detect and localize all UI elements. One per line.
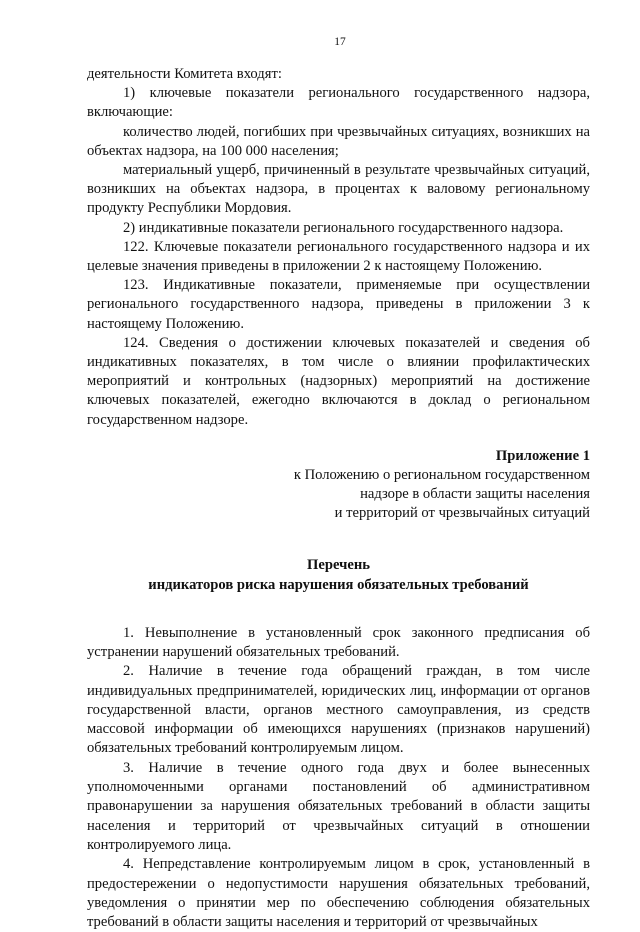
paragraph: 2) индикативные показатели регионального государственного надзора. bbox=[123, 219, 564, 236]
list-title-line: Перечень bbox=[307, 556, 370, 573]
list-item: 3. Наличие в течение одного года двух и более вынесенных уполномоченными органами постановлений об административном правонарушении за нарушения обязательных требований в области защиты населения и территорий от чрезвычайных ситуаций в отношении контролируемого лица. bbox=[87, 759, 590, 853]
list-item: 2. Наличие в течение года обращений граждан, в том числе индивидуальных предпринимателей, юридических лиц, информации от органов государственной власти, органов местного самоуправления, из средств массовой информации об имеющихся нарушениях (признаков нарушений) обязательных требований контролируемым лицом. bbox=[87, 663, 590, 757]
appendix-line: и территорий от чрезвычайных ситуаций bbox=[334, 505, 590, 522]
paragraph: 123. Индикативные показатели, применяемые при осуществлении регионального государственного надзора, приведены в приложении 3 к настоящему Положению. bbox=[87, 277, 590, 332]
paragraph: количество людей, погибших при чрезвычайных ситуациях, возникших на объектах надзора, на 100 000 населения; bbox=[87, 123, 590, 159]
list-title bbox=[87, 555, 590, 595]
page-number: 17 bbox=[334, 36, 346, 48]
list-item: 1. Невыполнение в установленный срок законного предписания об устранении нарушений обязательных требований. bbox=[87, 624, 590, 660]
document-body bbox=[87, 65, 590, 932]
list-item: 4. Непредставление контролируемым лицом в срок, установленный в предостережении о недопустимости нарушения обязательных требований, уведомления о принятии мер по обеспечению соблюдения обязательных требований в области защиты населения и территорий от чрезвычайных bbox=[87, 856, 590, 931]
appendix-line: к Положению о региональном государственном bbox=[293, 467, 590, 484]
paragraph: 124. Сведения о достижении ключевых показателей и сведения об индикативных показателях, в том числе о влиянии профилактических мероприятий и контрольных (надзорных) мероприятий на достижение ключевых показателей, ежегодно включаются в доклад о региональном государственном надзоре. bbox=[87, 334, 590, 428]
risk-indicator-list bbox=[87, 624, 590, 932]
appendix-title: Приложение 1 bbox=[495, 447, 590, 464]
list-title-line: индикаторов риска нарушения обязательных требований bbox=[148, 576, 529, 593]
paragraph: 122. Ключевые показатели регионального государственного надзора и их целевые значения приведены в приложении 2 к настоящему Положению. bbox=[87, 238, 590, 275]
paragraph: материальный ущерб, причиненный в результате чрезвычайных ситуаций, возникших на объектах надзора, в процентах к валовому региональному продукту Республики Мордовия. bbox=[87, 162, 590, 217]
appendix-header bbox=[87, 447, 590, 524]
paragraph: 1) ключевые показатели регионального государственного надзора, включающие: bbox=[87, 85, 590, 121]
paragraph: деятельности Комитета входят: bbox=[87, 66, 282, 82]
appendix-line: надзоре в области защиты населения bbox=[360, 486, 590, 503]
